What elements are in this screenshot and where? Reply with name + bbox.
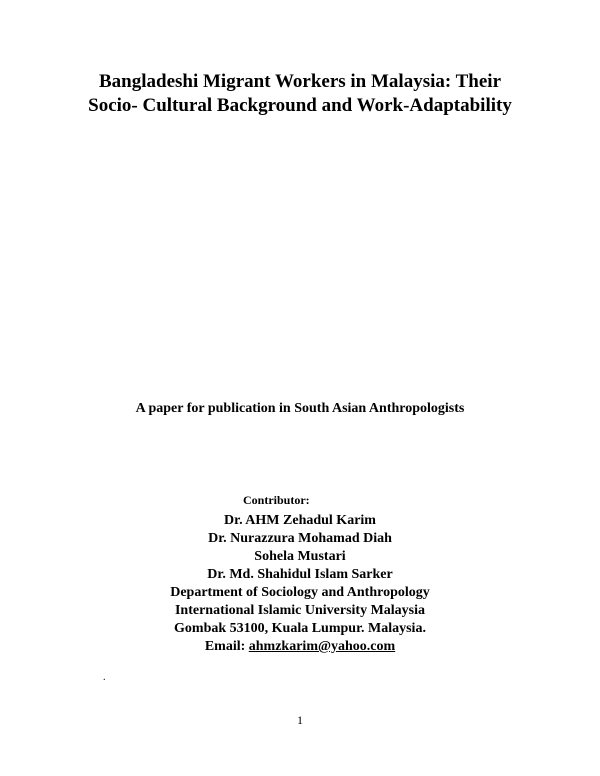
contributor-label: Contributor:: [243, 493, 310, 507]
university-line: International Islamic University Malaysia: [174, 603, 426, 618]
paper-title-line-1: Bangladeshi Migrant Workers in Malaysia: Their: [98, 71, 501, 92]
page-number: 1: [297, 713, 303, 727]
department-line: Department of Sociology and Anthropology: [170, 585, 430, 600]
contributor-name: Dr. Nurazzura Mohamad Diah: [208, 531, 392, 546]
email-link[interactable]: ahmzkarim@yahoo.com: [248, 639, 396, 654]
email-line: [60, 638, 540, 656]
address-line: Gombak 53100, Kuala Lumpur. Malaysia.: [174, 621, 426, 636]
contributor-name: Dr. Md. Shahidul Islam Sarker: [207, 567, 393, 582]
paper-title-line-2: Socio- Cultural Background and Work-Adaptability: [88, 95, 512, 116]
email-label: Email:: [204, 639, 246, 654]
stray-mark: .: [103, 672, 106, 683]
contributor-name: Dr. AHM Zehadul Karim: [224, 513, 376, 528]
contributor-name: Sohela Mustari: [254, 549, 346, 564]
publication-note: A paper for publication in South Asian Anthropologists: [135, 401, 465, 416]
